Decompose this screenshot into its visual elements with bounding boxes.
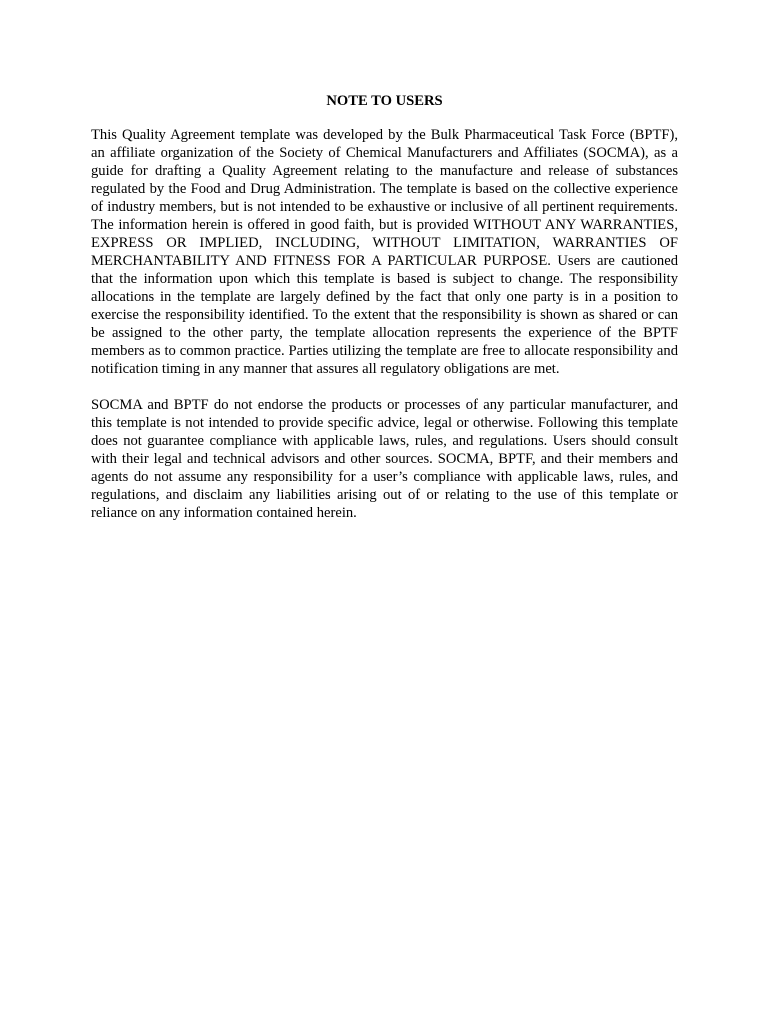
- paragraph-text: SOCMA and BPTF do not endorse the products or processes of any particular manufacturer, and this template is not intended to provide specific advice, legal or otherwise. Following this template does not guarantee compliance with applicable laws, rules, and regulations. Users should consult with their legal and technical advisors and other sources. SOCMA, BPTF, and their members and agents do not assume any responsibility for a user’s compliance with applicable laws, rules, and regulations, and disclaim any liabilities arising out of or relating to the use of this template or reliance on any information contained herein.: [91, 397, 678, 521]
- paragraph-text: Users are cautioned that the information upon which this template is based is subject to change. The responsibility allocations in the template are largely defined by the fact that only one party is in a position to exercise the responsibility identified. To the extent that the responsibility is shown as shared or can be assigned to the other party, the template allocation represents the experience of the BPTF members as to common practice. Parties utilizing the template are free to allocate responsibility and notification timing in any manner that assures all regulatory obligations are met.: [91, 253, 678, 377]
- paragraph-endorsement: [91, 396, 678, 522]
- paragraph-text: This Quality Agreement template was developed by the Bulk Pharmaceutical Task Force (BPTF), an affiliate organization of the Society of Chemical Manufacturers and Affiliates (SOCMA), as a guide for drafting a Quality Agreement relating to the manufacture and release of substances regulated by the Food and Drug Administration. The template is based on the collective experience of industry members, but is not intended to be exhaustive or inclusive of all pertinent requirements. The information herein is offered in good faith, but is provided: [91, 127, 678, 233]
- document-body: [91, 92, 678, 540]
- paragraph-disclaimer: [91, 126, 678, 378]
- document-title: NOTE TO USERS: [326, 93, 443, 109]
- warranty-disclaimer-text: WITHOUT ANY WARRANTIES, EXPRESS OR IMPLIED, INCLUDING, WITHOUT LIMITATION, WARRANTIES OF MERCHANTABILITY AND FITNESS FOR A PARTICULAR PURPOSE.: [91, 217, 678, 269]
